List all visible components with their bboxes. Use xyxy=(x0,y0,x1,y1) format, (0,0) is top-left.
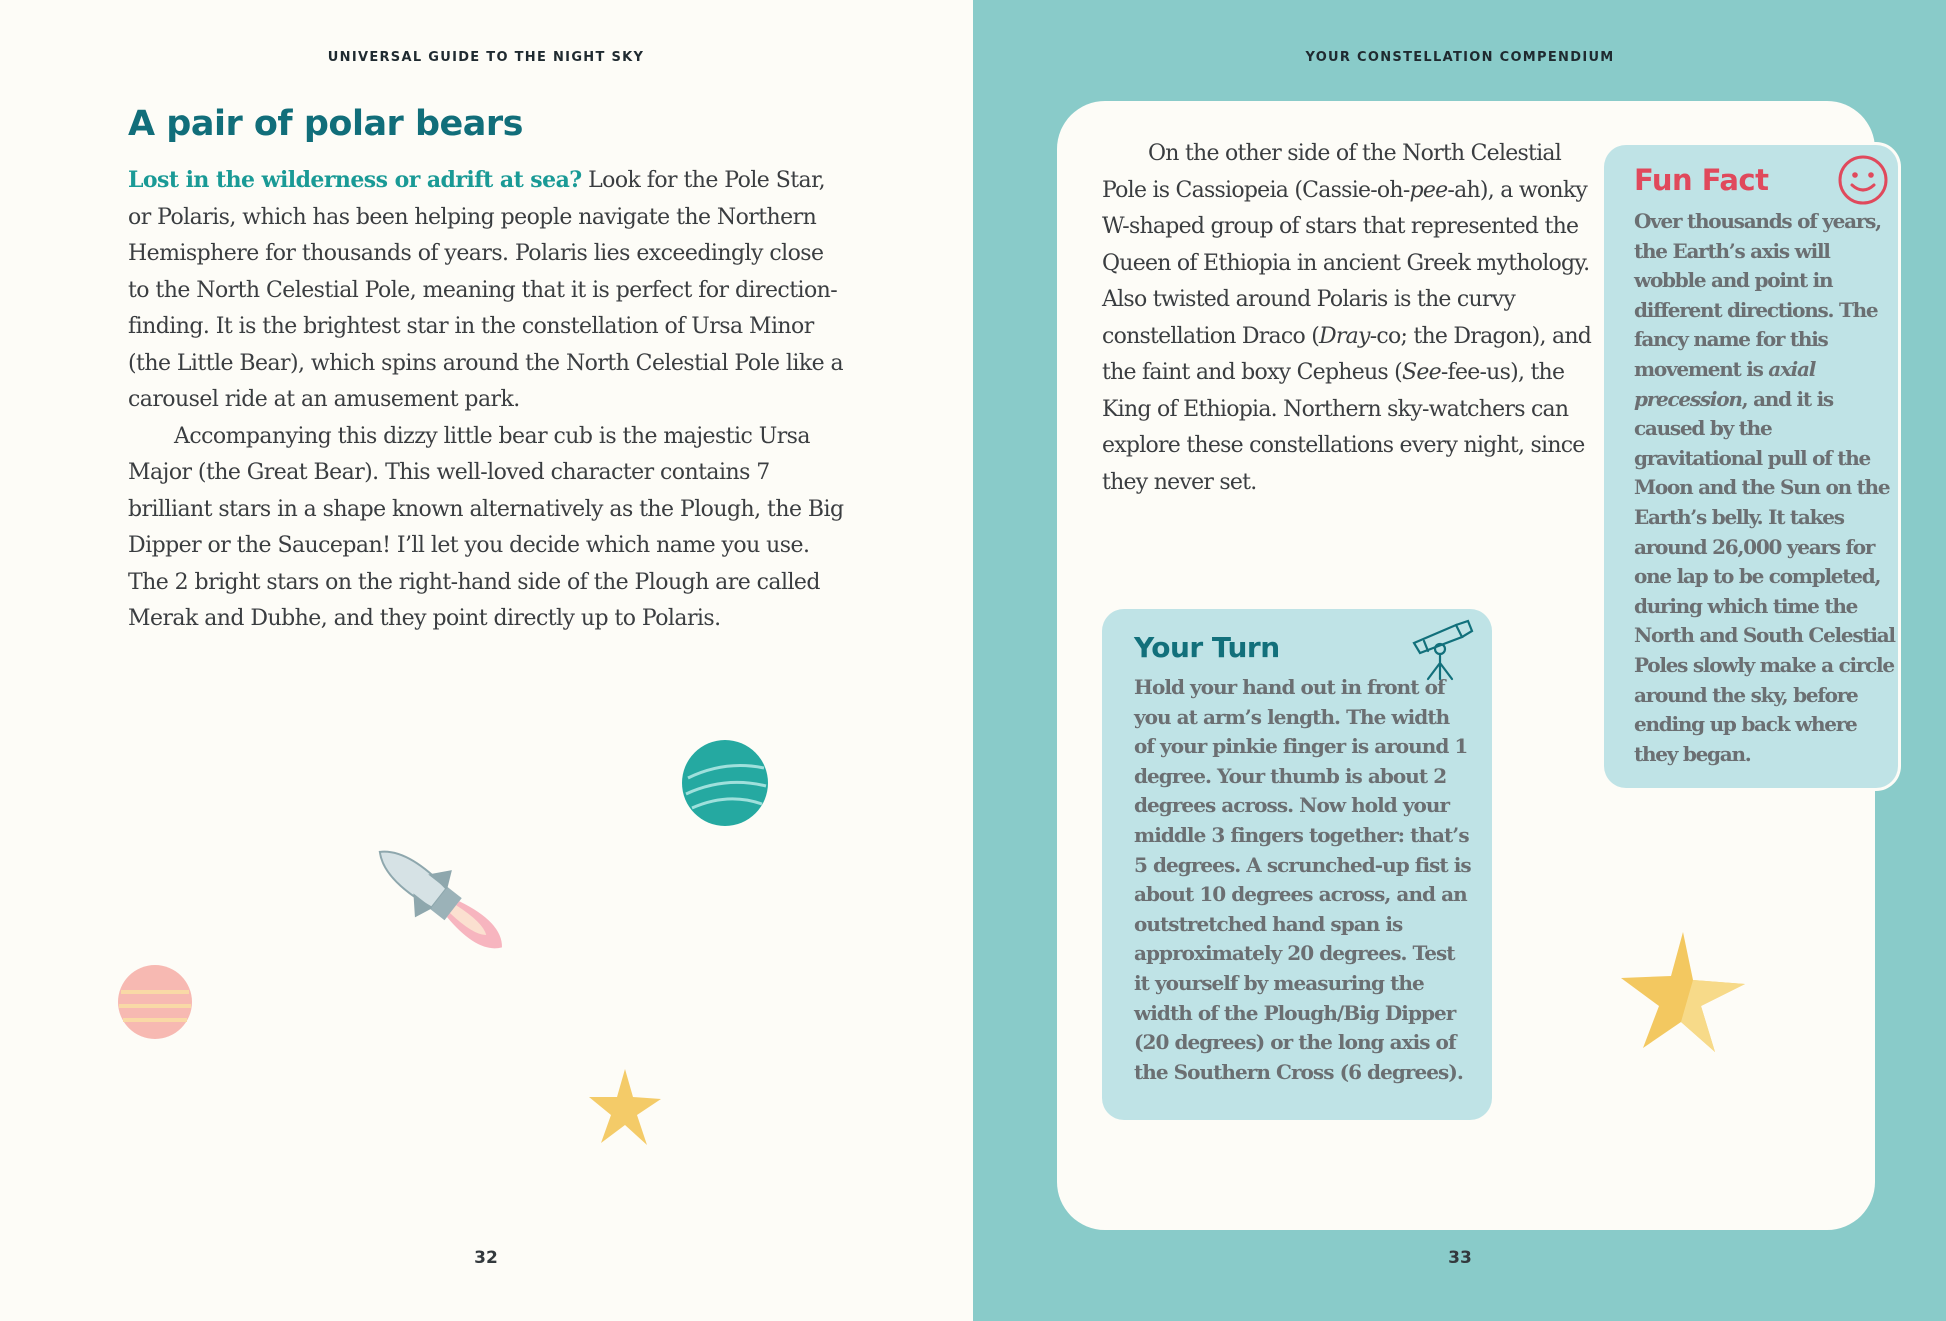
telescope-icon xyxy=(1410,619,1476,681)
paragraph-cassiopeia xyxy=(1102,136,1602,501)
yellow-star-icon xyxy=(1615,928,1750,1058)
page-number-right: 33 xyxy=(1448,1248,1472,1268)
your-turn-body: Hold your hand out in front of you at arm’s length. The width of your pinkie finger is around 1 degree. Your thumb is about 2 degrees across. Now hold your middle 3 fingers together: that’s 5 degrees. A scrunched-up fist is about 10 degrees across, and an outstretched hand span is approximately 20 degrees. Test it yourself by measuring the width of the Plough/Big Dipper (20 degrees) or the long axis of the Southern Cross (6 degrees). xyxy=(1134,675,1471,1084)
italic-run: Dray xyxy=(1319,323,1370,349)
text-run: -ah), a wonky W-shaped group of stars that represented the Queen of Ethiopia in ancient Greek mythology. Also twisted around Polaris is the curvy constellation Draco ( xyxy=(1102,177,1590,349)
text-run: , and it is caused by the gravitational pull of the Moon and the Sun on the Earth’s belly. It takes around 26,000 years for one lap to be completed, during which time the North and South Celestial Poles slowly make a circle around the sky, before ending up back where they began. xyxy=(1634,386,1895,766)
italic-run: See xyxy=(1402,360,1441,385)
text-run: Over thousands of years, the Earth’s axis will wobble and point in different directions. The fancy name for this movement is xyxy=(1634,209,1881,381)
running-head-left: UNIVERSAL GUIDE TO THE NIGHT SKY xyxy=(327,50,645,65)
paragraph-2: Accompanying this dizzy little bear cub is the majestic Ursa Major (the Great Bear). This well-loved character contains 7 brilliant stars in a shape known alternatively as the Plough, the Big Dipper or the Saucepan! I’ll let you decide which name you use. The 2 bright stars on the right-hand side of the Plough are called Merak and Dubhe, and they point directly up to Polaris. xyxy=(128,423,844,631)
fun-fact-title: Fun Fact xyxy=(1634,163,1769,197)
right-body-text xyxy=(1102,136,1602,501)
paragraph-1 xyxy=(128,162,848,419)
fun-fact-box xyxy=(1604,145,1898,788)
page-number-left: 32 xyxy=(474,1248,498,1268)
paragraph-1-text: Look for the Pole Star, or Polaris, which has been helping people navigate the Northern Hemisphere for thousands of years. Polaris lies exceedingly close to the North Celestial Pole, meaning that it is perfect for direction-finding. It is the brightest star in the constellation of Ursa Minor (the Little Bear), which spins around the North Celestial Pole like a carousel ride at an amusement park. xyxy=(128,168,844,412)
text-run: -fee-us), the King of Ethiopia. Northern sky-watchers can explore these constellations every night, since they never set. xyxy=(1102,360,1585,495)
running-head-right: YOUR CONSTELLATION COMPENDIUM xyxy=(1305,50,1615,65)
your-turn-title: Your Turn xyxy=(1134,631,1280,664)
teal-planet-icon xyxy=(680,738,770,828)
text-run: On the other side of the North Celestial Pole is Cassiopeia (Cassie-oh- xyxy=(1102,141,1562,203)
your-turn-box xyxy=(1102,609,1492,1120)
italic-term: axial precession xyxy=(1634,356,1816,411)
page-heading: A pair of polar bears xyxy=(128,104,524,144)
fun-fact-body xyxy=(1634,207,1896,769)
rocket-icon xyxy=(355,835,525,965)
lead-in: Lost in the wilderness or adrift at sea? xyxy=(128,167,582,193)
text-run: -co; the Dragon), and the faint and boxy Cepheus ( xyxy=(1102,323,1592,385)
italic-run: pee xyxy=(1409,177,1448,203)
pink-planet-icon xyxy=(115,962,195,1042)
left-body-text xyxy=(128,162,848,638)
yellow-star-icon xyxy=(585,1065,665,1149)
smiley-icon xyxy=(1836,153,1890,207)
